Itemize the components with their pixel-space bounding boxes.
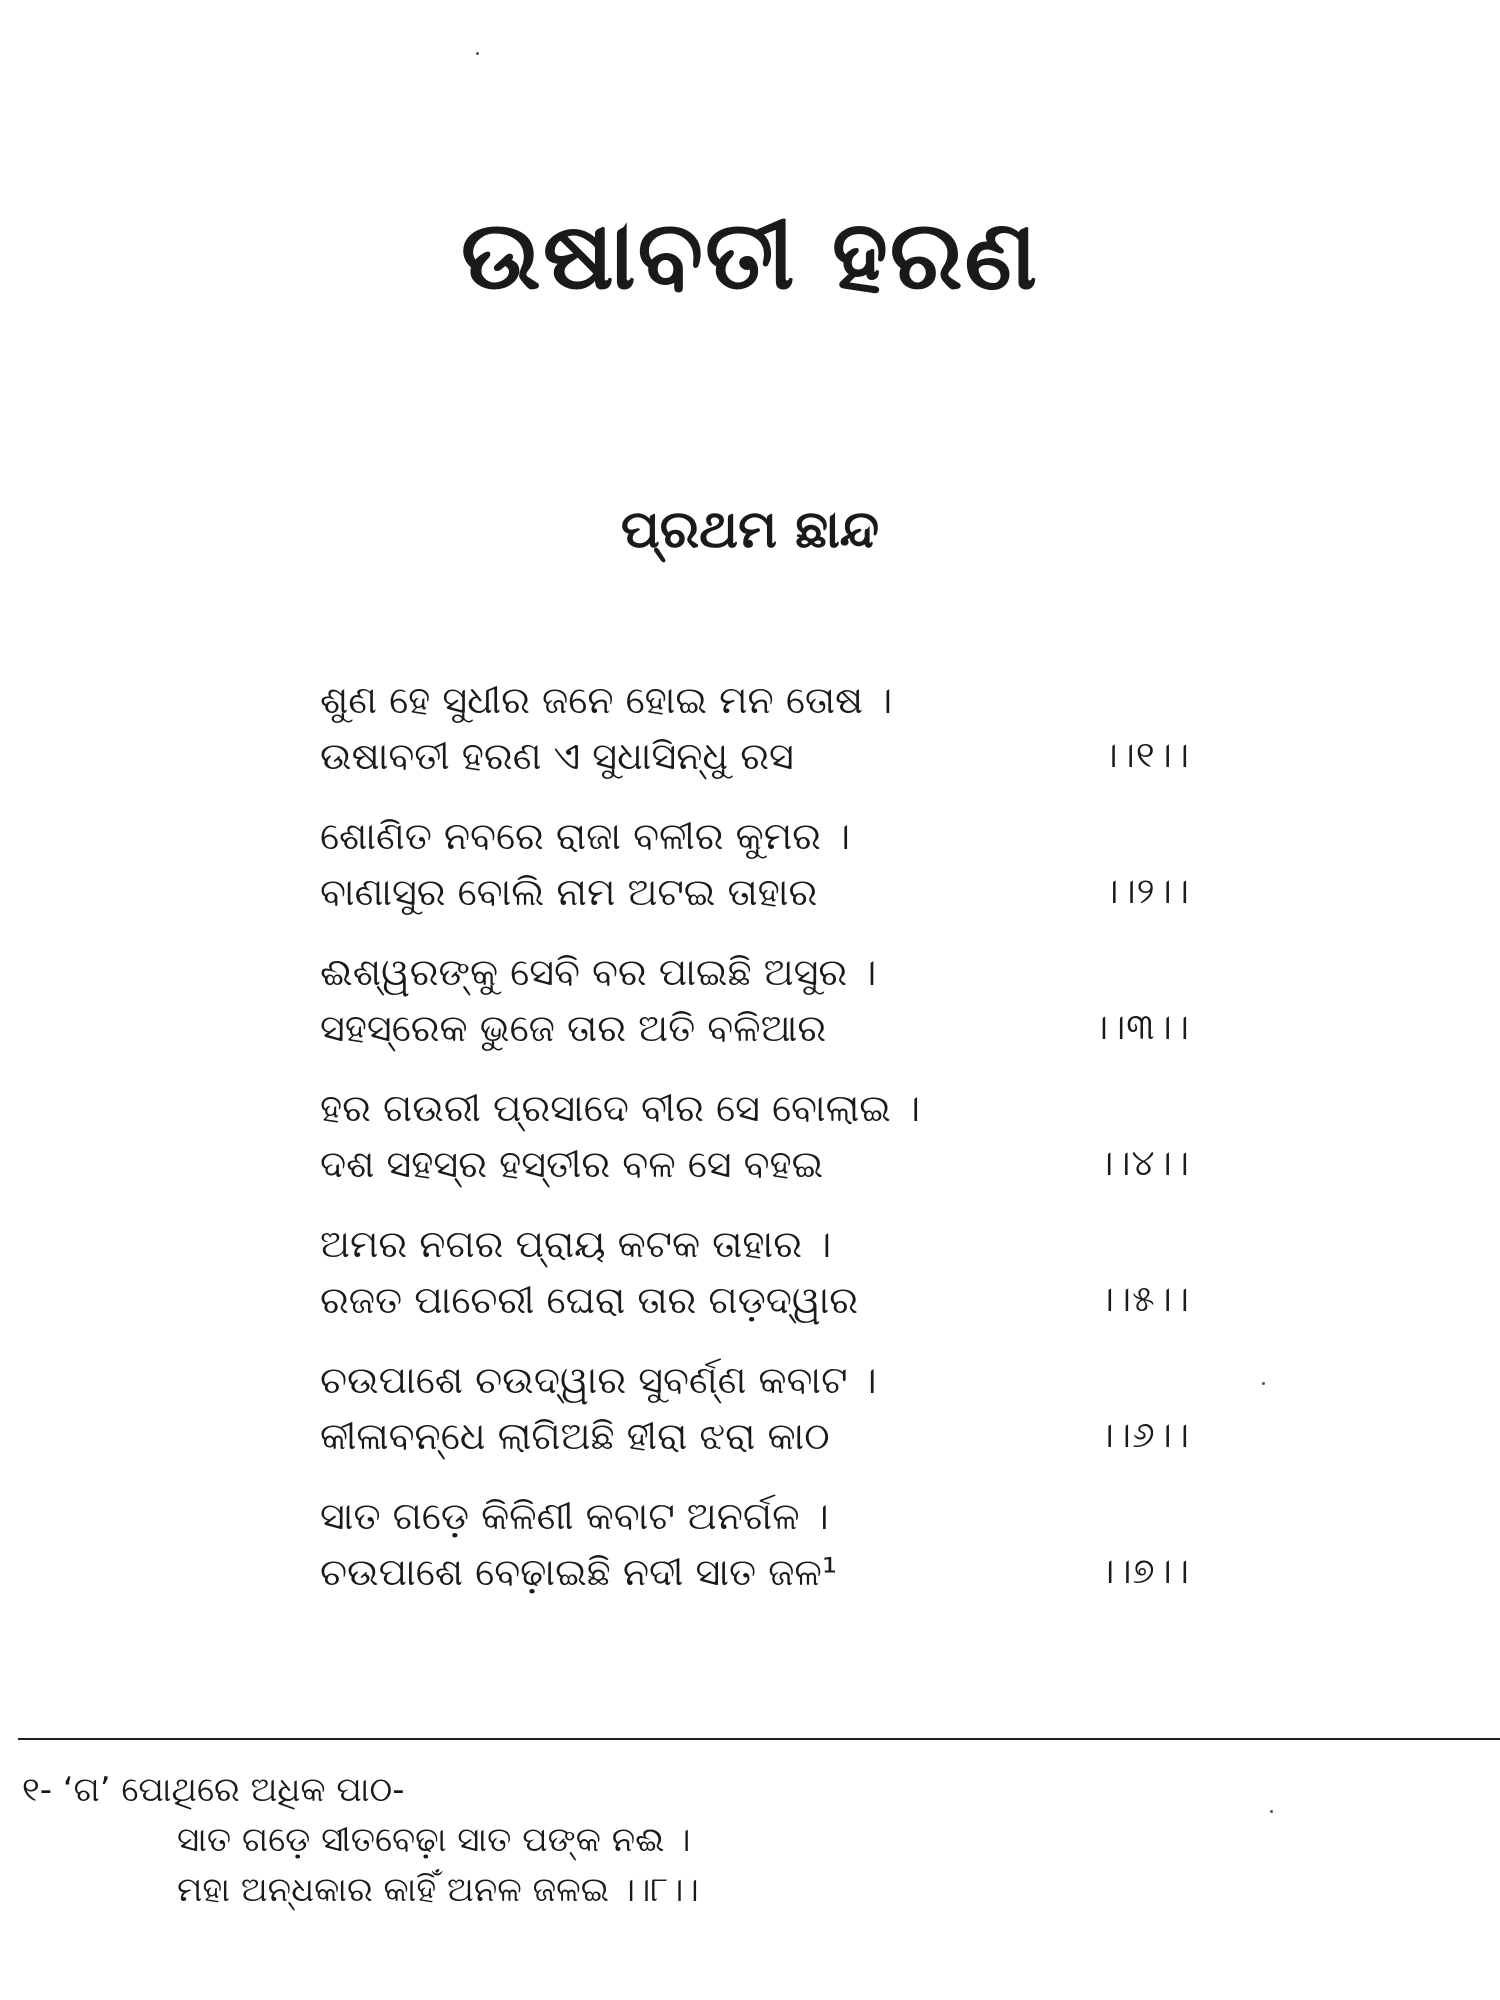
verse-line [320, 864, 1190, 920]
verse-stanza-3 [320, 944, 1190, 1080]
verse-text: କୀଳାବନ୍ଧେ ଲାଗିଅଛି ହୀରା ଝରା କାଠ [320, 1414, 830, 1458]
verse-text: ସହସ୍ରେକ ଭୁଜେ ତାର ଅତି ବଳିଆର [320, 1006, 827, 1050]
verse-line [320, 1408, 1190, 1464]
verse-text: ଦଶ ସହସ୍ର ହସ୍ତୀର ବଳ ସେ ବହଇ [320, 1142, 824, 1186]
chapter-heading: ପ୍ରଥମ ଛାନ୍ଦ [620, 500, 880, 560]
verse-line: ଅମର ନଗର ପ୍ରାୟ କଟକ ତାହାର । [320, 1222, 832, 1266]
verse-number: ।।୭।। [1098, 1551, 1190, 1592]
verse-stanza-4 [320, 1080, 1190, 1216]
verse-stanza-2 [320, 808, 1190, 944]
verse-list [320, 672, 1190, 1624]
verse-text: ଚଉପାଶେ ବେଢ଼ାଇଛି ନଦୀ ସାତ ଜଳ¹ [320, 1550, 838, 1594]
footnote-heading: ୧- ‘ଗ’ ପୋଥିରେ ଅଧିକ ପାଠ- [22, 1770, 405, 1810]
verse-line: ସାତ ଗଡ଼େ କିଳିଣୀ କବାଟ ଅନର୍ଗଳ । [320, 1494, 829, 1538]
verse-text: ଉଷାବତୀ ହରଣ ଏ ସୁଧାସିନ୍ଧୁ ରସ [320, 734, 794, 778]
verse-line: ହର ଗଉରୀ ପ୍ରସାଦେ ବୀର ସେ ବୋଲାଇ । [320, 1086, 921, 1130]
verse-line [320, 728, 1190, 784]
verse-line: ଈଶ୍ୱରଙ୍କୁ ସେବି ବର ପାଇଛି ଅସୁର । [320, 950, 877, 994]
verse-number: ।।୬।। [1097, 1415, 1190, 1456]
footnote [22, 1765, 1422, 1915]
verse-line [320, 1136, 1190, 1192]
verse-line [320, 1000, 1190, 1056]
verse-stanza-5 [320, 1216, 1190, 1352]
verse-line: ଶୋଣିତ ନବରେ ରାଜା ବଳୀର କୁମର । [320, 814, 851, 858]
footnote-line: ସାତ ଗଡ଼େ ସୀତବେଢ଼ା ସାତ ପଙ୍କ ନଈ । [177, 1820, 691, 1860]
verse-stanza-1 [320, 672, 1190, 808]
verse-number: ।।୧।। [1101, 735, 1190, 776]
verse-number: ।।୨।। [1102, 871, 1190, 912]
verse-number: ।।୪।। [1097, 1143, 1190, 1184]
page-title: ଉଷାବତୀ ହରଣ [460, 199, 1040, 311]
footnote-line: ମହା ଅନ୍ଧକାର କାହିଁ ଅନଳ ଜଳଇ ।।୮।। [177, 1870, 699, 1910]
footnote-divider [18, 1738, 1500, 1740]
scan-speck [1270, 1810, 1273, 1813]
verse-stanza-6 [320, 1352, 1190, 1488]
verse-text: ରଜତ ପାଚେରୀ ଘେରା ତାର ଗଡ଼ଦ୍ୱାର [320, 1278, 859, 1322]
verse-text: ବାଣାସୁର ବୋଲି ନାମ ଅଟଇ ତାହାର [320, 870, 818, 914]
verse-stanza-7 [320, 1488, 1190, 1624]
scan-speck [476, 52, 479, 55]
scan-speck [1262, 1382, 1265, 1385]
verse-line [320, 1544, 1190, 1600]
verse-line: ଶୁଣ ହେ ସୁଧୀର ଜନେ ହୋଇ ମନ ତୋଷ । [320, 678, 893, 722]
verse-line [320, 1272, 1190, 1328]
verse-number: ।।୩।। [1091, 1007, 1190, 1048]
verse-number: ।।୫।। [1097, 1279, 1190, 1320]
verse-line: ଚଉପାଶେ ଚଉଦ୍ୱାର ସୁବର୍ଣ୍ଣ କବାଟ । [320, 1358, 877, 1402]
